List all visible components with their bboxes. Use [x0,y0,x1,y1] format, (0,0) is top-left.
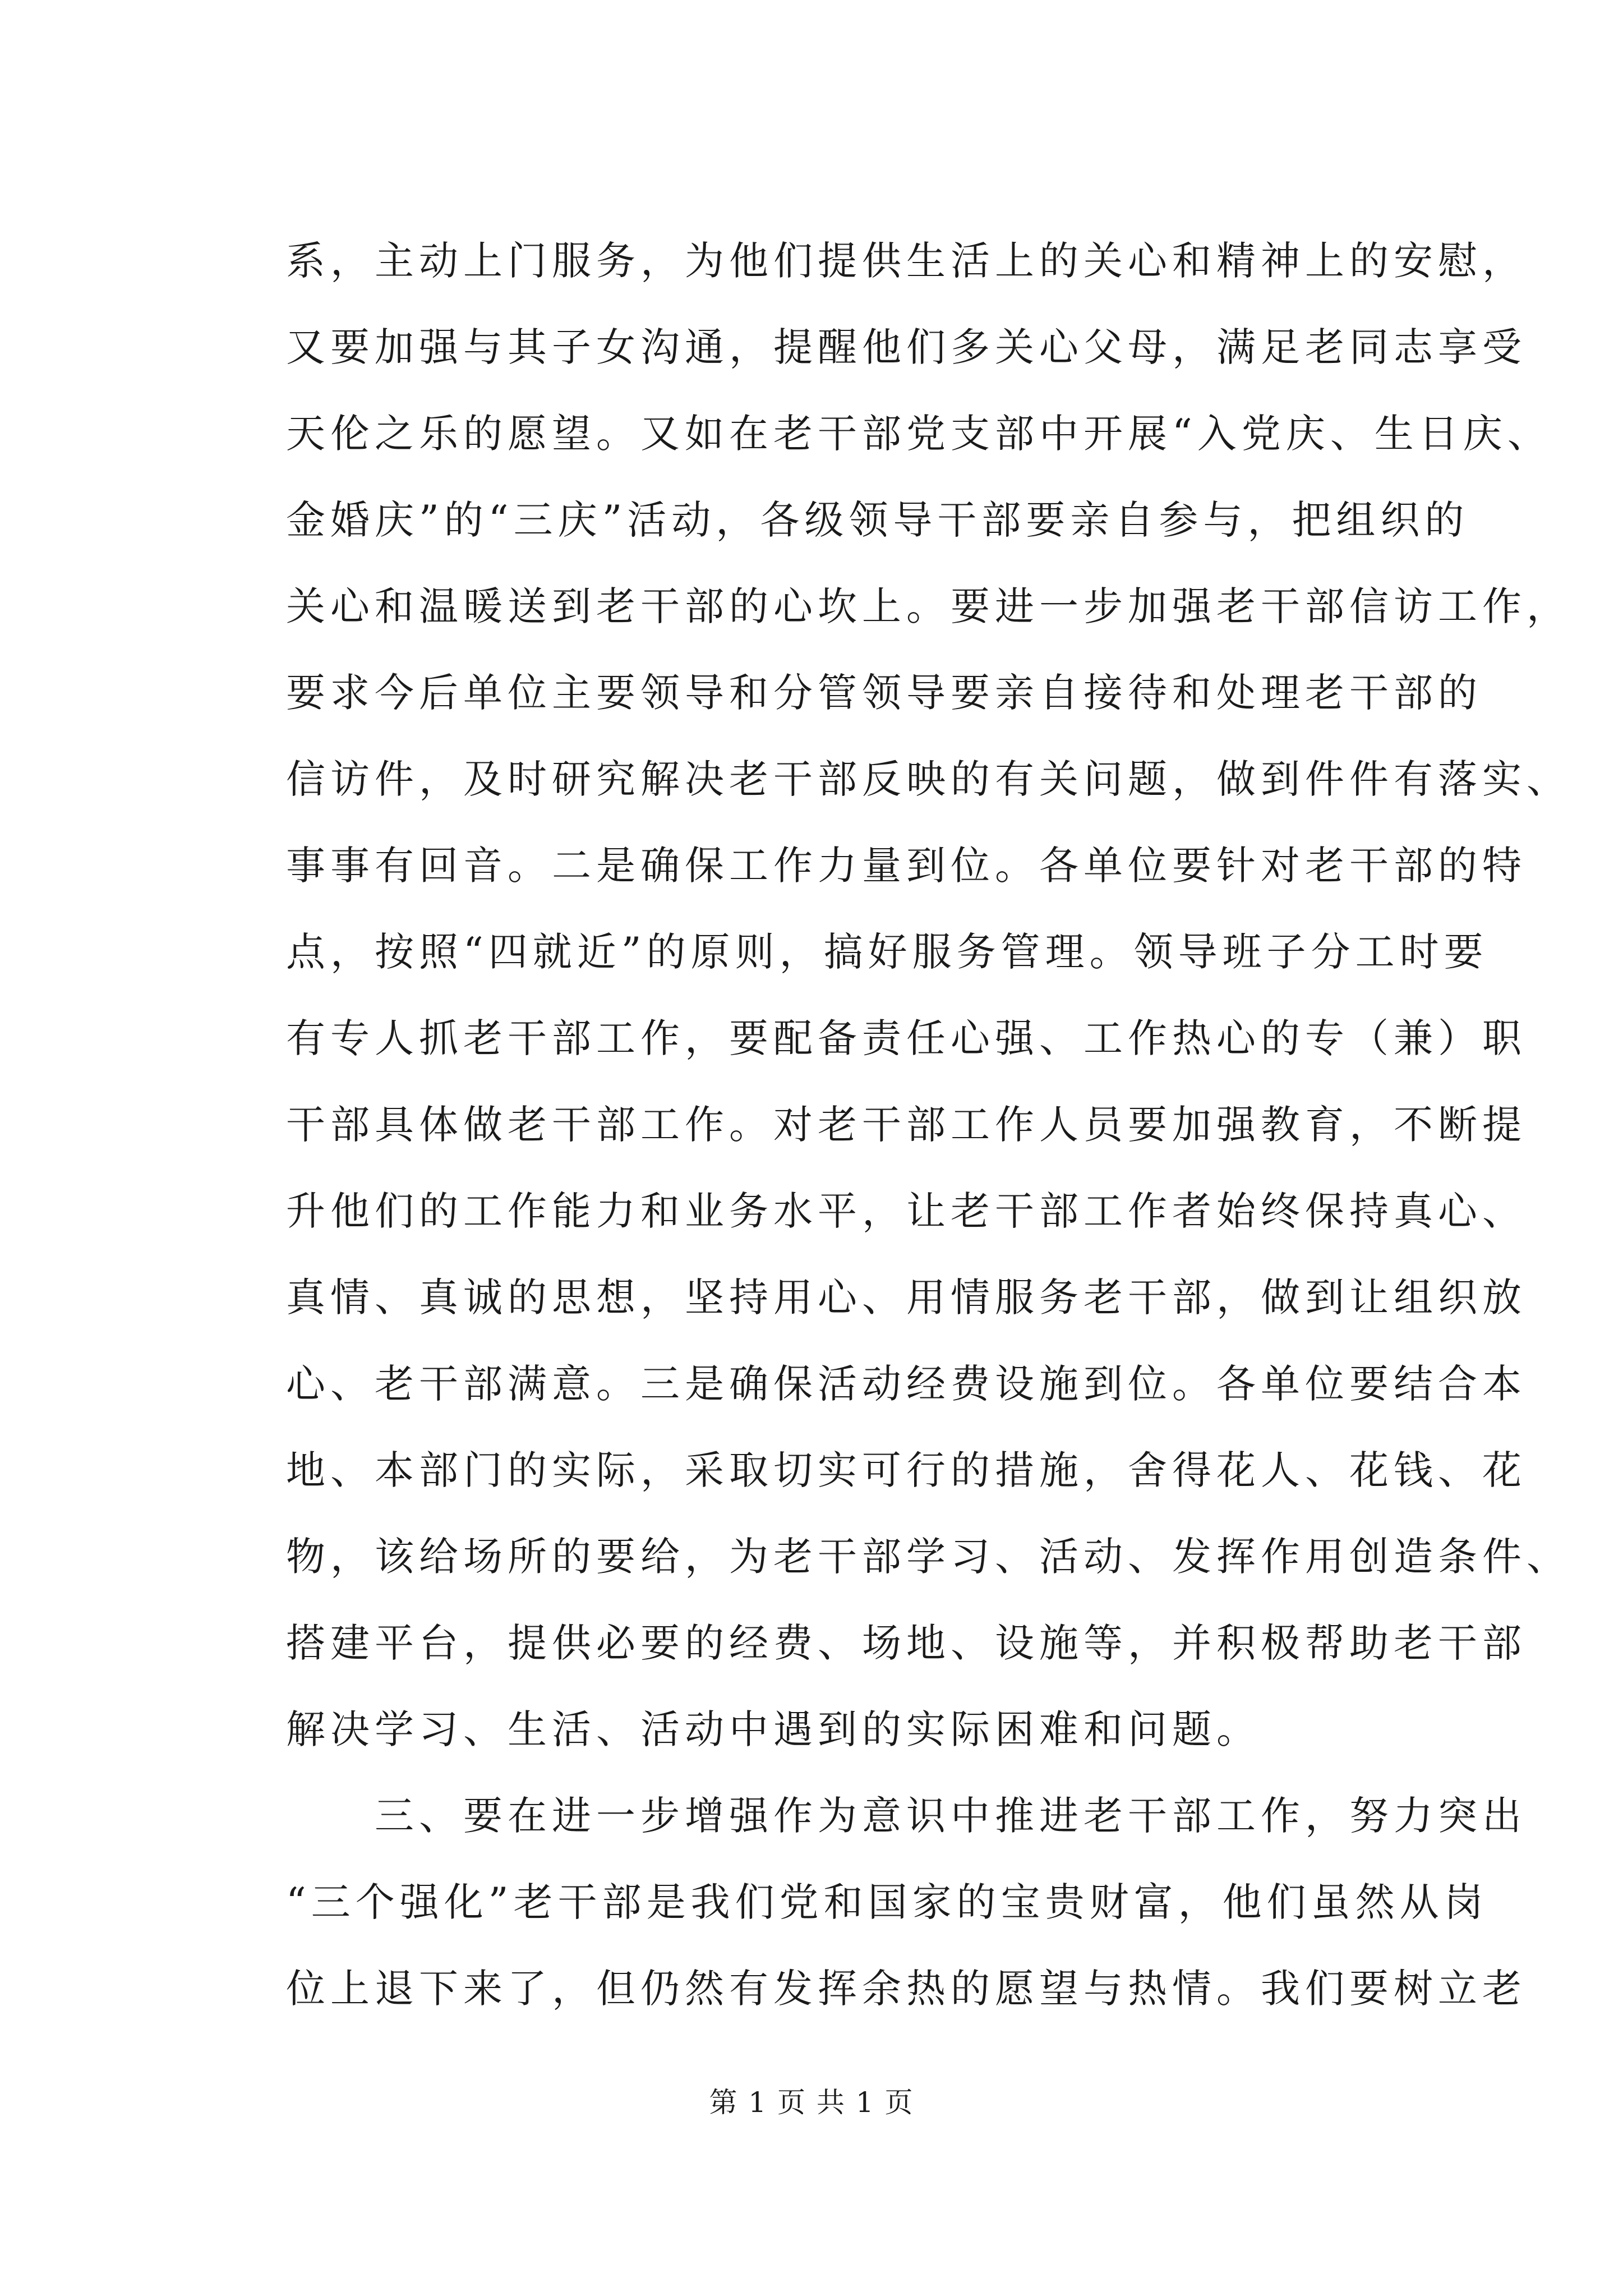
text-line: 心、老干部满意。三是确保活动经费设施到位。各单位要结合本 [286,1361,1527,1407]
text-line: 信访件，及时研究解决老干部反映的有关问题，做到件件有落实、 [286,756,1571,802]
text-line: 干部具体做老干部工作。对老干部工作人员要加强教育，不断提 [286,1102,1527,1148]
text-line: 地、本部门的实际，采取切实可行的措施，舍得花人、花钱、花 [286,1447,1527,1493]
text-line: 升他们的工作能力和业务水平，让老干部工作者始终保持真心、 [286,1188,1527,1234]
text-line: 要求今后单位主要领导和分管领导要亲自接待和处理老干部的 [286,670,1482,716]
text-line: 搭建平台，提供必要的经费、场地、设施等，并积极帮助老干部 [286,1620,1527,1666]
text-line: 位上退下来了，但仍然有发挥余热的愿望与热情。我们要树立老 [286,1966,1527,2012]
text-line: 物，该给场所的要给，为老干部学习、活动、发挥作用创造条件、 [286,1534,1571,1580]
text-line: 关心和温暖送到老干部的心坎上。要进一步加强老干部信访工作， [286,583,1571,629]
text-line: “三个强化”老干部是我们党和国家的宝贵财富，他们虽然从岗 [286,1879,1488,1925]
text-line: 真情、真诚的思想，坚持用心、用情服务老干部，做到让组织放 [286,1274,1527,1320]
page-footer: 第 1 页 共 1 页 [709,2086,914,2119]
text-line: 有专人抓老干部工作，要配备责任心强、工作热心的专（兼）职 [286,1015,1527,1061]
text-line: 点，按照“四就近”的原则，搞好服务管理。领导班子分工时要 [286,929,1488,975]
text-line: 系，主动上门服务，为他们提供生活上的关心和精神上的安慰， [286,238,1527,284]
section-heading-line: 三、要在进一步增强作为意识中推进老干部工作，努力突出 [286,1793,1527,1839]
text-line: 又要加强与其子女沟通，提醒他们多关心父母，满足老同志享受 [286,324,1527,370]
body-text [286,218,1571,2032]
text-line: 金婚庆”的“三庆”活动，各级领导干部要亲自参与，把组织的 [286,497,1469,543]
text-line: 解决学习、生活、活动中遇到的实际困难和问题。 [286,1706,1261,1752]
text-line: 天伦之乐的愿望。又如在老干部党支部中开展“入党庆、生日庆、 [286,411,1552,457]
text-line: 事事有回音。二是确保工作力量到位。各单位要针对老干部的特 [286,843,1527,889]
